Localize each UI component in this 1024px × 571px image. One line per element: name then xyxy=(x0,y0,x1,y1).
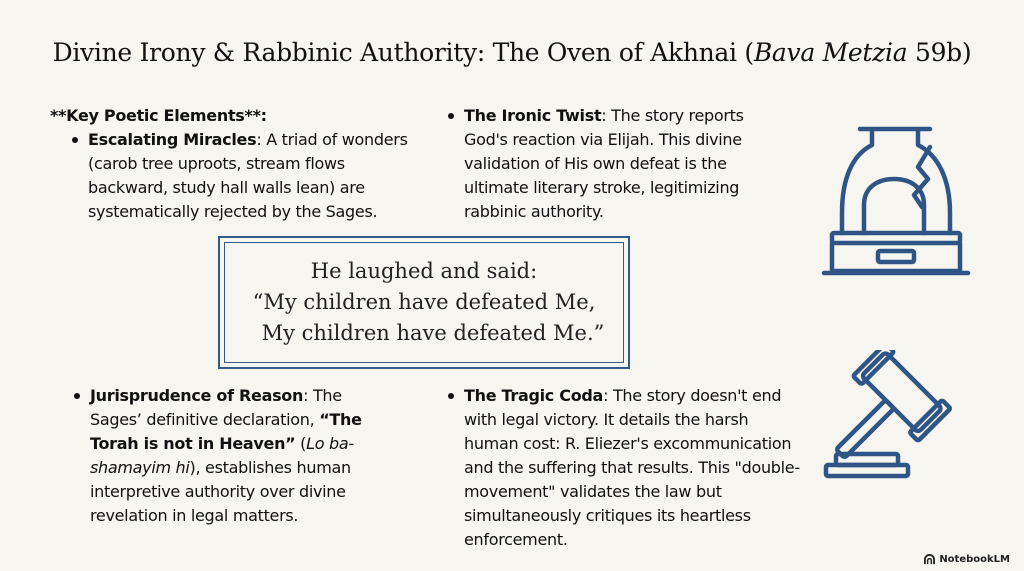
cracked-oven-icon xyxy=(818,123,974,279)
title-suffix: 59b) xyxy=(907,38,972,67)
ironic-twist-list xyxy=(444,104,774,224)
title-italic: Bava Metzia xyxy=(753,38,908,67)
item-text: : The story reports God's reaction via Elijah. This divine validation of His own defeat is the ultimate literary stroke, legitimizing rabbinic authority. xyxy=(464,106,744,221)
quote-line-2: “My children have defeated Me, xyxy=(252,290,596,314)
gavel-icon xyxy=(822,350,978,480)
item-lead: The Tragic Coda xyxy=(464,386,604,405)
key-elements-section xyxy=(50,104,422,224)
notebooklm-brand xyxy=(924,554,1010,565)
tragic-coda-section xyxy=(444,384,804,552)
list-item-jurisprudence xyxy=(70,384,390,528)
item-text-3: ), establishes human interpretive authority over divine revelation in legal matters. xyxy=(90,458,351,525)
key-elements-list xyxy=(50,128,422,224)
quote-text xyxy=(218,256,630,349)
item-bold-quote: “The Torah is not in Heaven” xyxy=(90,410,362,453)
item-text-2: ( xyxy=(295,434,307,453)
list-item-ironic-twist xyxy=(444,104,774,224)
jurisprudence-section xyxy=(70,384,390,528)
item-lead: The Ironic Twist xyxy=(464,106,602,125)
item-lead: Escalating Miracles xyxy=(88,130,257,149)
ironic-twist-section xyxy=(444,104,774,224)
list-item-escalating-miracles xyxy=(68,128,422,224)
quote-line-3: My children have defeated Me.” xyxy=(261,321,605,345)
brand-label: NotebookLM xyxy=(939,554,1010,565)
item-lead: Jurisprudence of Reason xyxy=(90,386,304,405)
item-italic: Lo ba-shamayim hi xyxy=(90,434,354,477)
item-text-1: : The Sages’ definitive declaration, xyxy=(90,386,342,429)
title-main: Divine Irony & Rabbinic Authority: The Oven of Akhnai ( xyxy=(52,38,754,67)
quote-box xyxy=(218,236,630,369)
quote-line-1: He laughed and said: xyxy=(310,259,538,283)
key-elements-heading: **Key Poetic Elements**: xyxy=(50,106,267,125)
jurisprudence-list xyxy=(70,384,390,528)
notebooklm-logo-icon xyxy=(924,554,935,565)
tragic-coda-list xyxy=(444,384,804,552)
item-text: : The story doesn't end with legal victory. It details the harsh human cost: R. Eliezer's excommunication and the suffering that results. This "double-movement" validates the law but simultaneously critiques its heartless enforcement. xyxy=(464,386,800,549)
list-item-tragic-coda xyxy=(444,384,804,552)
page-title xyxy=(0,38,1024,67)
item-text: : A triad of wonders (carob tree uproots, stream flows backward, study hall walls lean) are systematically rejected by the Sages. xyxy=(88,130,408,221)
